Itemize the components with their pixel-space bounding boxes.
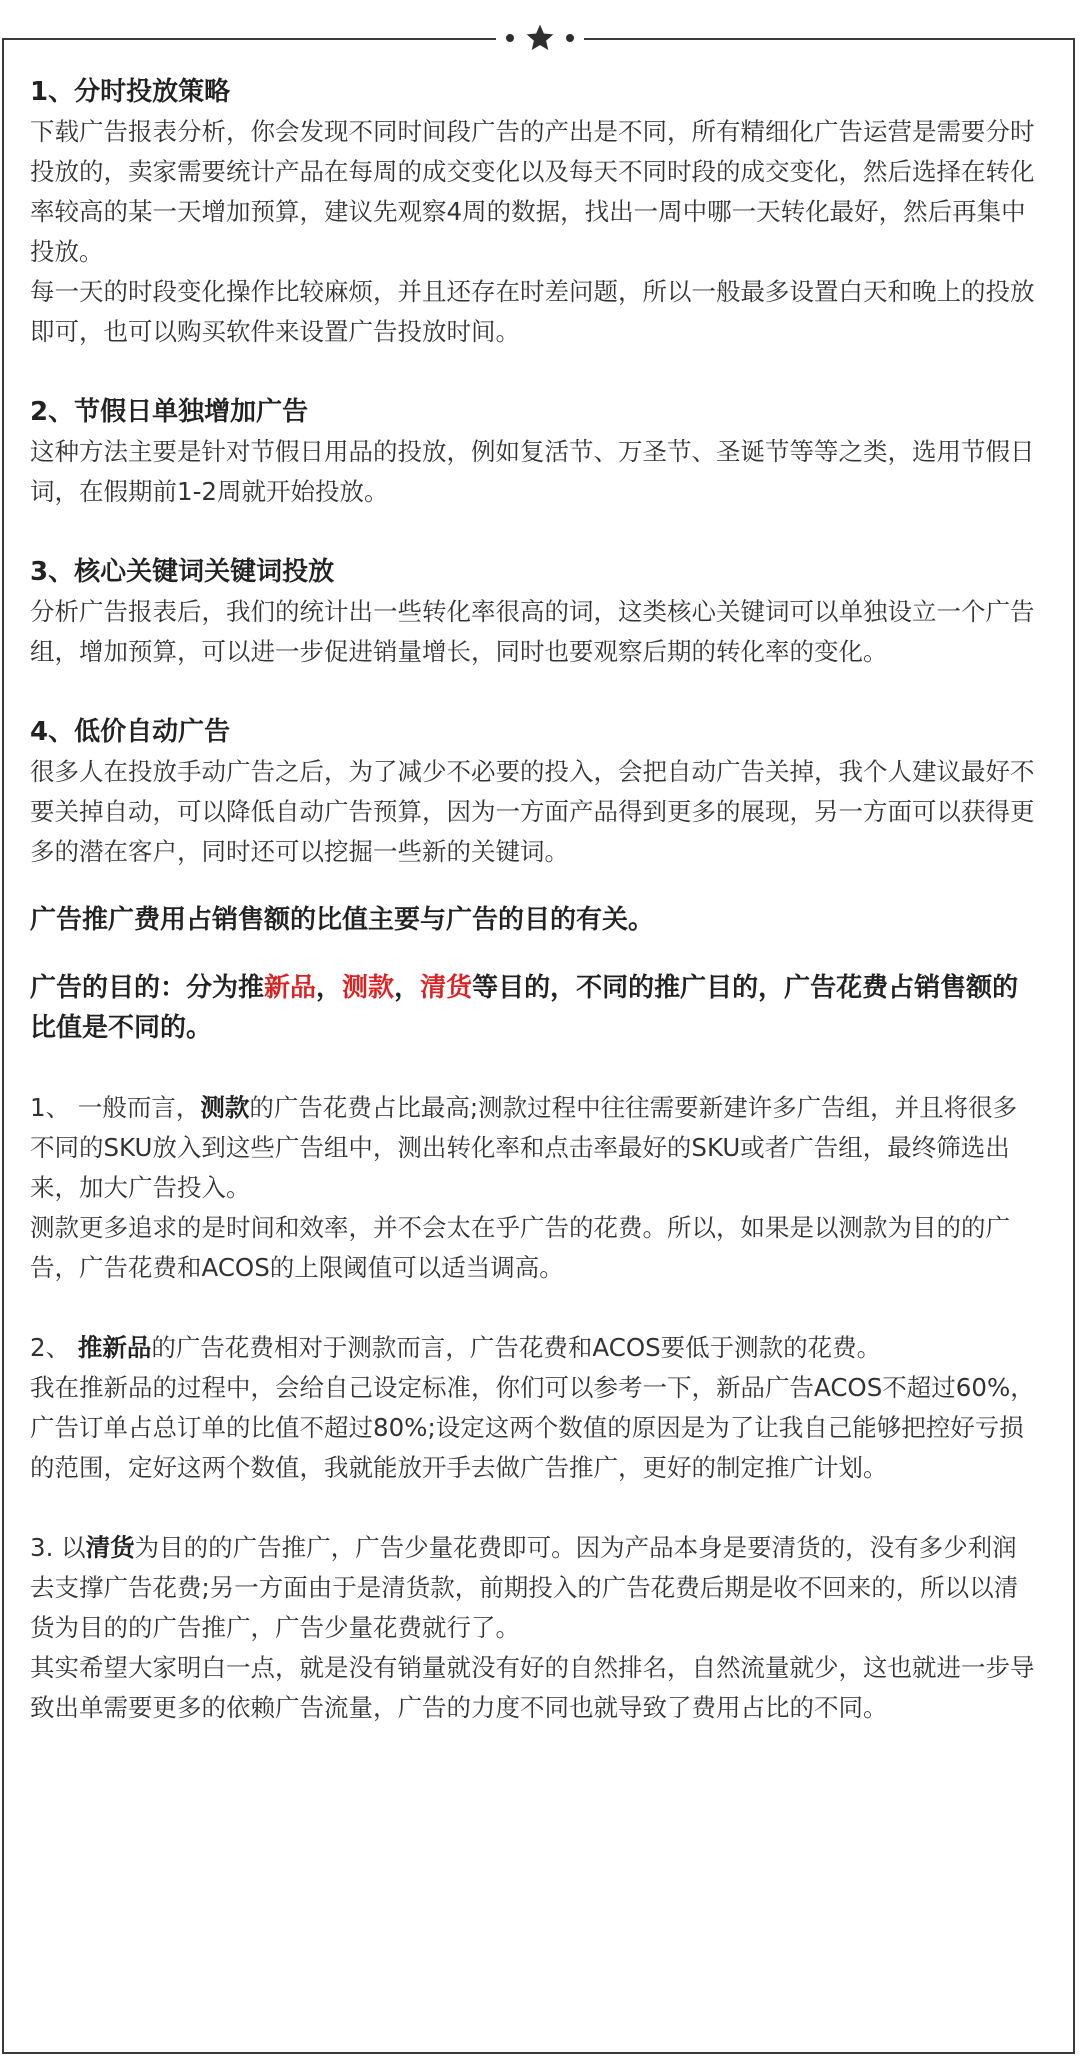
point-2-prefix: 2、 [30,1333,78,1362]
section-title: 3、核心关键词关键词投放 [30,557,335,587]
article-content [30,72,1040,1728]
point-3-keyword: 清货 [85,1533,135,1562]
section-paragraph: 这种方法主要是针对节假日用品的投放，例如复活节、万圣节、圣诞节等等之类，选用节假日词，在假期前1-2周就开始投放。 [30,437,1035,506]
point-3-paragraph [30,1528,1040,1648]
top-ornament [496,18,584,58]
section-title: 2、节假日单独增加广告 [30,397,309,427]
point-1-extra: 测款更多追求的是时间和效率，并不会太在乎广告的花费。所以，如果是以测款为目的的广告，广告花费和ACOS的上限阈值可以适当调高。 [30,1213,1010,1282]
section-title: 1、分时投放策略 [30,77,231,107]
point-3-text: 为目的的广告推广，广告少量花费即可。因为产品本身是要清货的，没有多少利润去支撑广告花费;另一方面由于是清货款，前期投入的广告花费后期是收不回来的，所以以清货为目的的广告推广，广告少量花费就行了。 [30,1533,1019,1642]
highlight-clearance: 清货 [420,973,473,1003]
point-2-text: 的广告花费相对于测款而言，广告花费和ACOS要低于测款的花费。 [151,1333,882,1362]
point-2-extra: 我在推新品的过程中，会给自己设定标准，你们可以参考一下，新品广告ACOS不超过60%，广告订单占总订单的比值不超过80%;设定这两个数值的原因是为了让我自己能够把控好亏损的范围，定好这两个数值，我就能放开手去做广告推广，更好的制定推广计划。 [30,1373,1035,1482]
point-2-paragraph [30,1328,1040,1368]
summary-statement: 广告推广费用占销售额的比值主要与广告的目的有关。 [30,905,655,935]
point-3-prefix: 3. 以 [30,1533,86,1562]
point-1-text: 的广告花费占比最高;测款过程中往往需要新建许多广告组，并且将很多不同的SKU放入到这些广告组中，测出转化率和点击率最好的SKU或者广告组，最终筛选出来，加大广告投入。 [30,1093,1018,1202]
purpose-separator: ， [316,973,343,1003]
point-1-keyword: 测款 [200,1093,250,1122]
purpose-separator: ， [394,973,421,1003]
point-1-prefix: 1、 一般而言， [30,1093,201,1122]
purpose-prefix: 广告的目的：分为推 [30,973,265,1003]
section-paragraph: 分析广告报表后，我们的统计出一些转化率很高的词，这类核心关键词可以单独设立一个广告组，增加预算，可以进一步促进销量增长，同时也要观察后期的转化率的变化。 [30,597,1035,666]
section-title: 4、低价自动广告 [30,717,231,747]
point-3-extra: 其实希望大家明白一点，就是没有销量就没有好的自然排名，自然流量就少，这也就进一步导致出单需要更多的依赖广告流量，广告的力度不同也就导致了费用占比的不同。 [30,1653,1035,1722]
dot-icon [506,34,514,42]
star-icon [524,22,556,54]
highlight-new-product: 新品 [264,973,317,1003]
highlight-test: 测款 [342,973,395,1003]
point-2-keyword: 推新品 [77,1333,152,1362]
point-1-paragraph [30,1088,1040,1208]
dot-icon [566,34,574,42]
purpose-suffix: 等目的，不同的推广目的，广告花费占销售额的比值是不同的。 [30,973,1019,1043]
section-paragraph: 很多人在投放手动广告之后，为了减少不必要的投入，会把自动广告关掉，我个人建议最好不要关掉自动，可以降低自动广告预算，因为一方面产品得到更多的展现，另一方面可以获得更多的潜在客户，同时还可以挖掘一些新的关键词。 [30,757,1035,866]
section-paragraph: 下载广告报表分析，你会发现不同时间段广告的产出是不同，所有精细化广告运营是需要分时投放的，卖家需要统计产品在每周的成交变化以及每天不同时段的成交变化，然后选择在转化率较高的某一天增加预算，建议先观察4周的数据，找出一周中哪一天转化最好，然后再集中投放。 [30,117,1035,266]
section-paragraph: 每一天的时段变化操作比较麻烦，并且还存在时差问题，所以一般最多设置白天和晚上的投放即可，也可以购买软件来设置广告投放时间。 [30,277,1035,346]
purpose-statement [30,968,1040,1048]
